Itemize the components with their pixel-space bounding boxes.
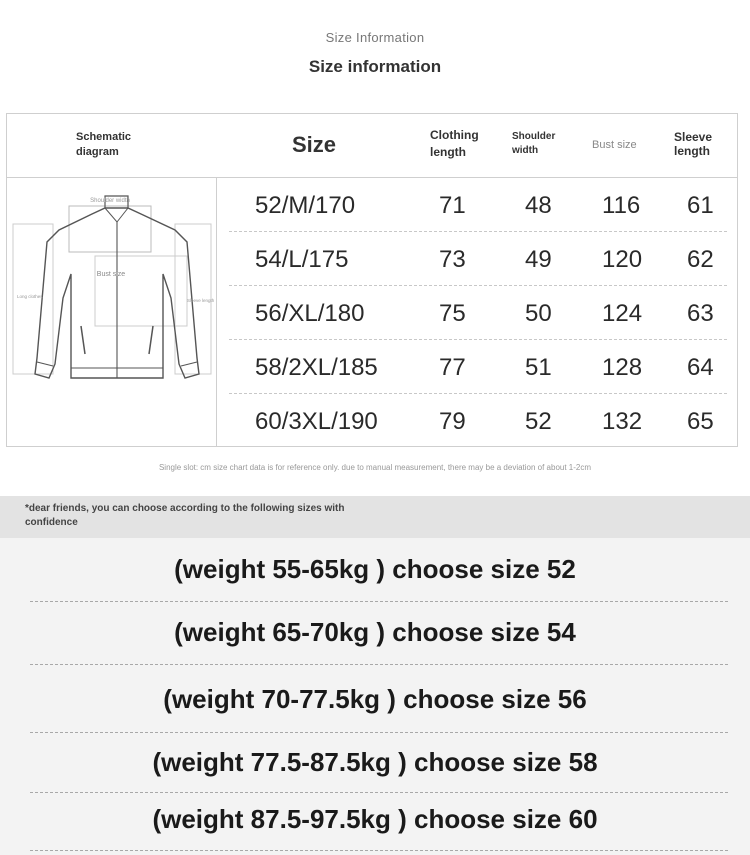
recommendation-item: (weight 77.5-87.5kg ) choose size 58: [152, 747, 598, 777]
recommendation-divider: [30, 664, 728, 665]
recommendation-divider: [30, 792, 728, 793]
cell-clothing-length: 75: [439, 300, 466, 327]
cell-sleeve-length: 63: [687, 300, 714, 327]
measurement-footnote: Single slot: cm size chart data is for reference only. due to manual measurement, there may be a deviation of about 1-2cm: [158, 463, 592, 472]
diagram-label-bust: Bust size: [96, 271, 126, 278]
schematic-diagram: [7, 178, 217, 446]
cell-shoulder-width: 51: [525, 354, 552, 381]
cell-clothing-length: 77: [439, 354, 466, 381]
cell-shoulder-width: 50: [525, 300, 552, 327]
header-subtitle: Size Information: [325, 30, 425, 45]
cell-sleeve-length: 64: [687, 354, 714, 381]
diagram-label-shoulder: Shoulder width: [90, 198, 130, 204]
table-header: [7, 114, 737, 178]
cell-shoulder-width: 52: [525, 408, 552, 435]
cell-size: 58/2XL/185: [255, 354, 378, 381]
size-table: [6, 113, 738, 447]
cell-bust-size: 132: [602, 408, 643, 435]
header-sleeve-length: Sleeve length: [674, 130, 713, 158]
cell-size: 54/L/175: [255, 246, 349, 273]
size-rows: [217, 178, 737, 446]
cell-shoulder-width: 49: [525, 246, 552, 273]
cell-size: 52/M/170: [255, 192, 356, 219]
cell-clothing-length: 71: [439, 192, 466, 219]
header-schematic-diagram: Schematic diagram: [76, 131, 132, 158]
weight-recommendations: [0, 538, 750, 855]
tip-banner: [0, 496, 750, 538]
header-size: Size: [292, 132, 337, 157]
page-title: Size information: [308, 57, 442, 76]
diagram-label-long-clothes: Long clothes: [17, 294, 43, 299]
cell-bust-size: 120: [602, 246, 643, 273]
diagram-label-sleeve: Sleeve length: [187, 298, 215, 303]
recommendation-item: (weight 55-65kg ) choose size 52: [174, 554, 576, 584]
recommendation-item: (weight 65-70kg ) choose size 54: [174, 617, 576, 647]
cell-clothing-length: 79: [439, 408, 466, 435]
cell-sleeve-length: 61: [687, 192, 714, 219]
recommendation-divider: [30, 732, 728, 733]
header-shoulder-width: Shoulder width: [512, 131, 556, 156]
cell-clothing-length: 73: [439, 246, 466, 273]
cell-size: 56/XL/180: [255, 300, 365, 327]
table-row: [217, 178, 737, 232]
tip-text: *dear friends, you can choose according to the following sizes with confidence: [25, 503, 345, 528]
table-row: [217, 394, 737, 448]
cell-bust-size: 116: [602, 192, 641, 219]
recommendation-divider: [30, 601, 728, 602]
recommendation-item: (weight 70-77.5kg ) choose size 56: [163, 684, 587, 714]
jacket-diagram-icon: [7, 178, 217, 446]
cell-bust-size: 124: [602, 300, 643, 327]
header-bust-size: Bust size: [592, 139, 637, 151]
recommendation-divider: [30, 850, 728, 851]
cell-shoulder-width: 48: [525, 192, 552, 219]
cell-sleeve-length: 62: [687, 246, 714, 273]
cell-size: 60/3XL/190: [255, 408, 378, 435]
table-row: [217, 340, 737, 394]
recommendation-item: (weight 87.5-97.5kg ) choose size 60: [152, 804, 598, 834]
cell-bust-size: 128: [602, 354, 643, 381]
header-clothing-length: Clothing length: [430, 128, 479, 159]
cell-sleeve-length: 65: [687, 408, 714, 435]
table-row: [217, 286, 737, 340]
table-row: [217, 232, 737, 286]
